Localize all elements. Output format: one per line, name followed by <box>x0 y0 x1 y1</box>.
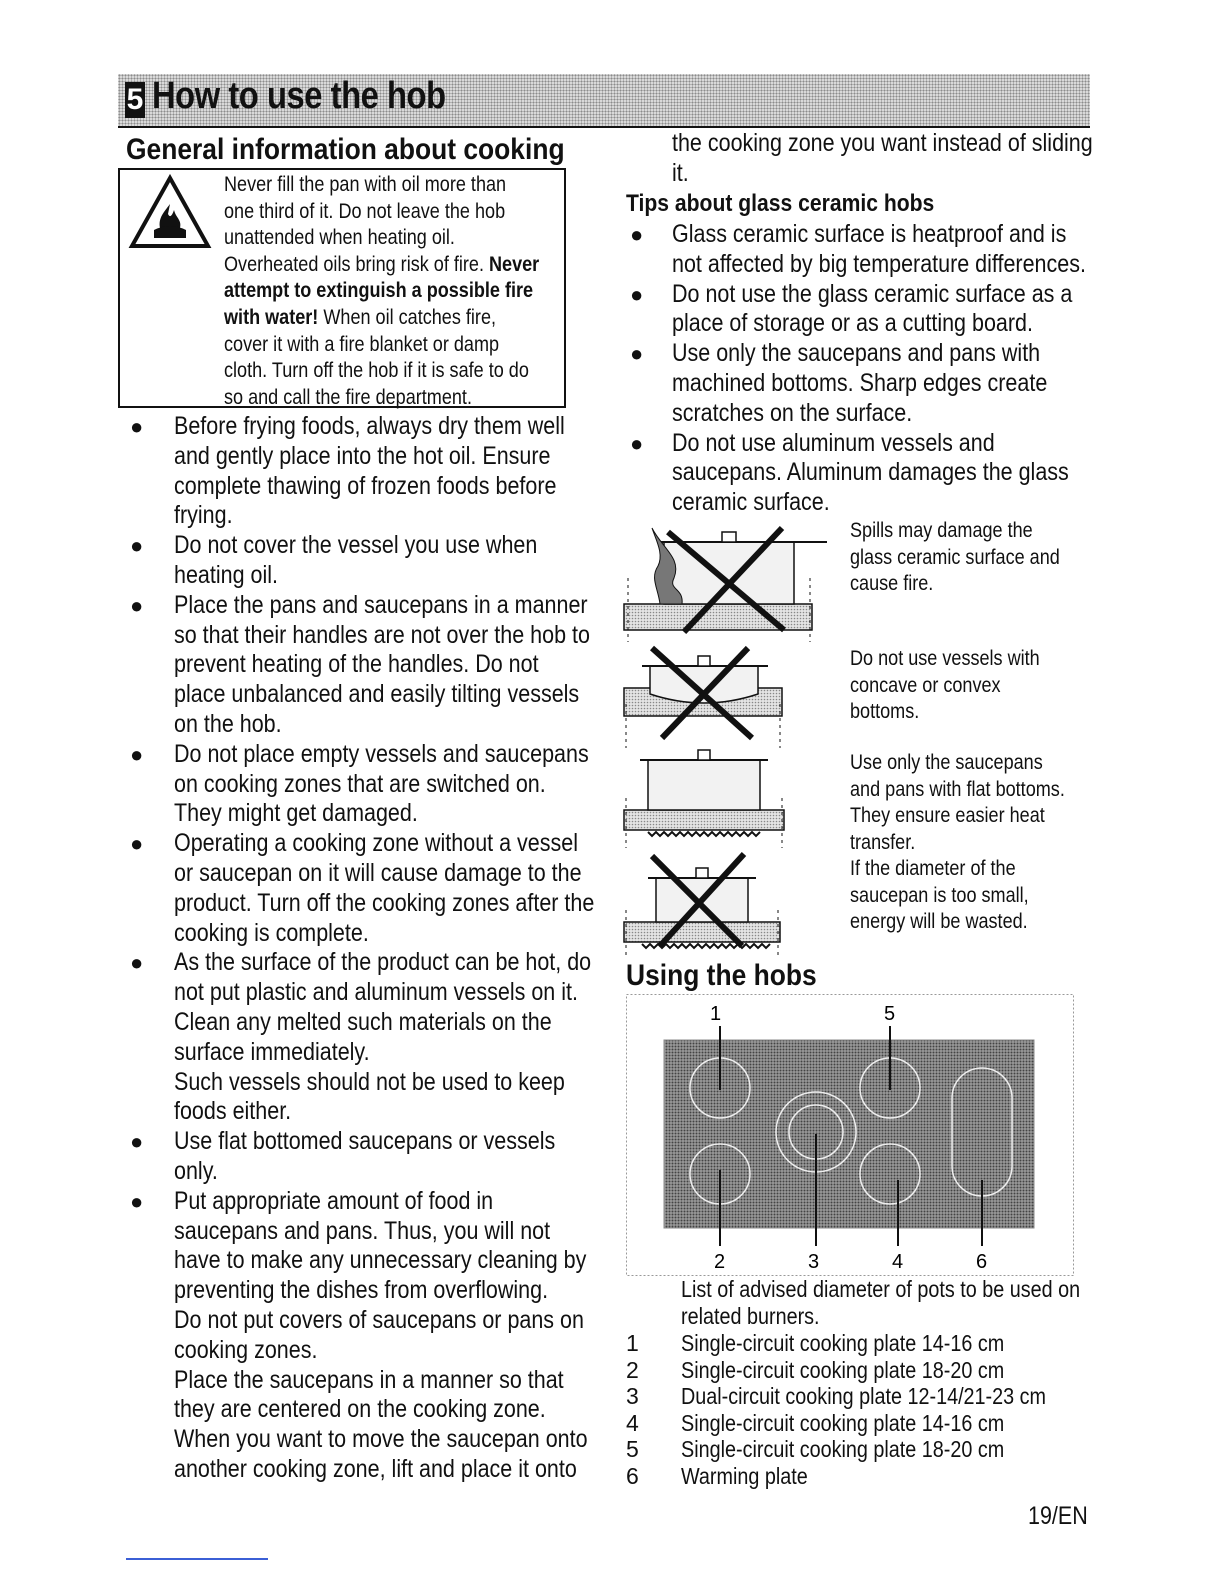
list-item: 5 Single-circuit cooking plate 18-20 cm <box>626 1436 1005 1463</box>
fire-warning-box <box>118 168 566 408</box>
list-item: ● Do not use the glass ceramic surface as a place of storage or as a cutting board. <box>630 279 1073 338</box>
list-item: ● Use flat bottomed saucepans or vessels only. <box>130 1127 556 1185</box>
list-item: 1 Single-circuit cooking plate 14-16 cm <box>626 1330 1005 1356</box>
page-number: 19/EN <box>1028 1502 1088 1530</box>
list-item: ● Do not cover the vessel you use when heating oil. <box>130 531 538 589</box>
list-item: ● Do not place empty vessels and saucepans on cooking zones that are switched on. They might get damaged. <box>130 739 589 828</box>
list-item: ● Do not use aluminum vessels and saucepans. Aluminum damages the glass ceramic surface. <box>630 428 1069 517</box>
flat-bottom-caption: Use only the saucepans and pans with flat bottoms. They ensure easier heat transfer. <box>850 751 1065 854</box>
diagram-label: 3 <box>808 1251 820 1273</box>
concave-caption: Do not use vessels with concave or convex bottoms. <box>850 647 1040 724</box>
convex-pot-illustration <box>622 644 792 748</box>
list-item: ● Glass ceramic surface is heatproof and is not affected by big temperature differences. <box>630 220 1086 278</box>
tips-title: Tips about glass ceramic hobs <box>626 190 935 217</box>
pot-diameter-list <box>626 1330 1146 1490</box>
list-item: 4 Single-circuit cooking plate 14-16 cm <box>626 1409 1005 1436</box>
warning-line: one third of it. Do not leave the hob <box>224 199 506 223</box>
small-pot-illustration <box>622 850 792 956</box>
list-item: ● Before frying foods, always dry them well and gently place into the hot oil. Ensure complete thawing of frozen foods before frying. <box>130 412 565 530</box>
list-item: 2 Single-circuit cooking plate 18-20 cm <box>626 1356 1005 1383</box>
diagram-label: 2 <box>714 1251 726 1273</box>
spill-caption: Spills may damage the glass ceramic surface and cause fire. <box>850 519 1060 596</box>
diagram-label: 6 <box>976 1251 988 1273</box>
list-item: ● Use only the saucepans and pans with machined bottoms. Sharp edges create scratches on the surface. <box>630 339 1048 427</box>
list-item: ● As the surface of the product can be hot, do not put plastic and aluminum vessels on it. Clean any melted such materials on the surface immediately. <box>130 948 592 1066</box>
warning-line: unattended when heating oil. <box>224 226 455 250</box>
list-item: ● Operating a cooking zone without a vessel or saucepan on it will cause damage to the product. Turn off the cooking zones after the cooking is complete. <box>130 829 595 947</box>
general-info-title: General information about cooking <box>126 133 565 166</box>
warning-tail: When oil catches fire, cover it with a fire blanket or damp cloth. Turn off the hob if it is safe to do so and call the fire department. <box>224 305 529 409</box>
paragraph: Do not put covers of saucepans or pans on cooking zones. <box>174 1305 584 1364</box>
diagram-label: 1 <box>710 1003 722 1025</box>
warning-line: Never fill the pan with oil more than <box>224 173 507 196</box>
section-number: 5 <box>126 83 144 116</box>
flat-pot-illustration <box>622 748 792 848</box>
diagram-label: 4 <box>892 1251 904 1273</box>
pot-list-intro: List of advised diameter of pots to be used on related burners. <box>681 1276 1081 1329</box>
spill-pot-illustration <box>622 518 832 642</box>
list-item: ● Put appropriate amount of food in saucepans and pans. Thus, you will not have to make any unnecessary cleaning by preventing the dishes from overflowing. <box>130 1186 587 1305</box>
using-hobs-title: Using the hobs <box>626 959 817 992</box>
fire-warning-icon <box>128 174 212 250</box>
paragraph: Place the saucepans in a manner so that they are centered on the cooking zone. When you want to move the saucepan onto another cooking zone, lift and place it onto <box>174 1365 588 1483</box>
tips-bullet-list <box>626 220 1166 518</box>
general-bullet-list <box>126 412 646 1485</box>
list-item: 3 Dual-circuit cooking plate 12-14/21-23 cm <box>626 1383 1047 1410</box>
warning-bold: Never attempt to extinguish a possible fire with water! <box>224 252 540 329</box>
hob-layout-diagram <box>626 994 1074 1276</box>
list-item: 6 Warming plate <box>626 1462 808 1489</box>
continuation-text: the cooking zone you want instead of sliding it. <box>672 129 1093 187</box>
list-item: ● Place the pans and saucepans in a manner so that their handles are not over the hob to prevent heating of the handles. Do not place unbalanced and easily tilting vessels on the hob. <box>130 590 590 738</box>
warning-text <box>224 172 542 411</box>
section-title: How to use the hob <box>152 75 446 117</box>
paragraph: Such vessels should not be used to keep foods either. <box>174 1067 565 1126</box>
small-pot-caption: If the diameter of the saucepan is too small, energy will be wasted. <box>850 857 1029 934</box>
warning-line: Overheated oils bring risk of fire. <box>224 252 484 276</box>
diagram-label: 5 <box>884 1003 896 1025</box>
footer-divider <box>126 1558 268 1560</box>
